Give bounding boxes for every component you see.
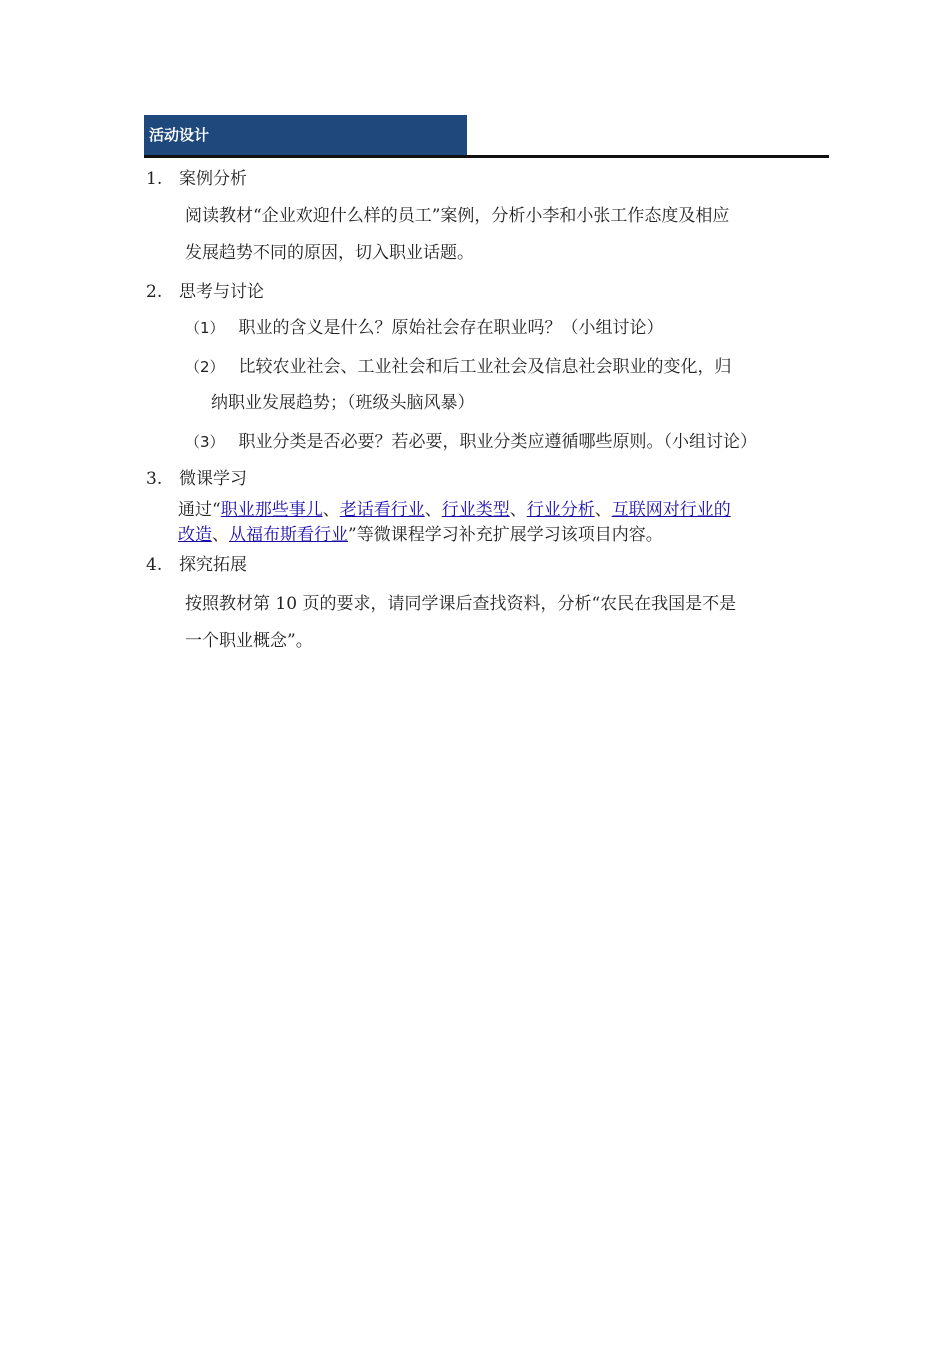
- link-internet-transformation-cont[interactable]: 改造: [178, 525, 212, 545]
- item-number: 3.: [146, 469, 163, 489]
- item-3-body-line-2: [178, 524, 663, 546]
- item-heading: 微课学习: [179, 469, 247, 489]
- links-intro: 通过“: [178, 500, 221, 520]
- item-3-body-line-1: [178, 499, 731, 521]
- item-3-heading-line: [146, 468, 247, 490]
- subitem-1-line: [185, 317, 664, 339]
- item-2-heading-line: [146, 281, 264, 303]
- item-heading: 案例分析: [179, 169, 247, 189]
- item-1-body-line-2: 发展趋势不同的原因，切入职业话题。: [185, 243, 474, 263]
- subitem-3-line: [185, 431, 757, 453]
- separator: 、: [322, 500, 340, 520]
- link-career-stories[interactable]: 职业那些事儿: [220, 500, 323, 520]
- separator: 、: [212, 525, 229, 545]
- link-industry-analysis[interactable]: 行业分析: [526, 500, 595, 520]
- links-outro: ”等微课程学习补充扩展学习该项目内容。: [348, 525, 663, 545]
- subitem-number: （1）: [185, 319, 225, 337]
- link-old-sayings[interactable]: 老话看行业: [339, 500, 425, 520]
- link-internet-transformation[interactable]: 互联网对行业的: [611, 500, 731, 520]
- subitem-text: 职业的含义是什么？原始社会存在职业吗？（小组讨论）: [238, 318, 664, 338]
- separator: 、: [509, 500, 527, 520]
- item-number: 2.: [146, 282, 163, 302]
- item-4-body-line-2: 一个职业概念”。: [185, 631, 313, 651]
- item-4-body-line-1: 按照教材第 10 页的要求，请同学课后查找资料，分析“农民在我国是不是: [185, 594, 737, 614]
- section-header: [144, 115, 829, 159]
- item-heading: 探究拓展: [179, 555, 247, 575]
- item-heading: 思考与讨论: [179, 282, 264, 302]
- section-title: 活动设计: [144, 115, 467, 155]
- link-forbes[interactable]: 从福布斯看行业: [229, 525, 348, 545]
- subitem-2-line-2: 纳职业发展趋势；（班级头脑风暴）: [211, 393, 475, 413]
- item-1-heading-line: [146, 168, 247, 190]
- subitem-number: （3）: [185, 433, 225, 451]
- section-divider: [144, 155, 829, 158]
- item-number: 1.: [146, 169, 163, 189]
- subitem-2-line-1: [185, 356, 732, 378]
- link-industry-types[interactable]: 行业类型: [441, 500, 510, 520]
- separator: 、: [594, 500, 612, 520]
- item-4-heading-line: [146, 554, 247, 576]
- item-1-body-line-1: 阅读教材“企业欢迎什么样的员工”案例，分析小李和小张工作态度及相应: [185, 206, 730, 226]
- item-number: 4.: [146, 555, 163, 575]
- subitem-text: 比较农业社会、工业社会和后工业社会及信息社会职业的变化，归: [238, 357, 732, 377]
- separator: 、: [424, 500, 442, 520]
- subitem-text: 职业分类是否必要？若必要，职业分类应遵循哪些原则。（小组讨论）: [238, 432, 758, 452]
- subitem-number: （2）: [185, 358, 225, 376]
